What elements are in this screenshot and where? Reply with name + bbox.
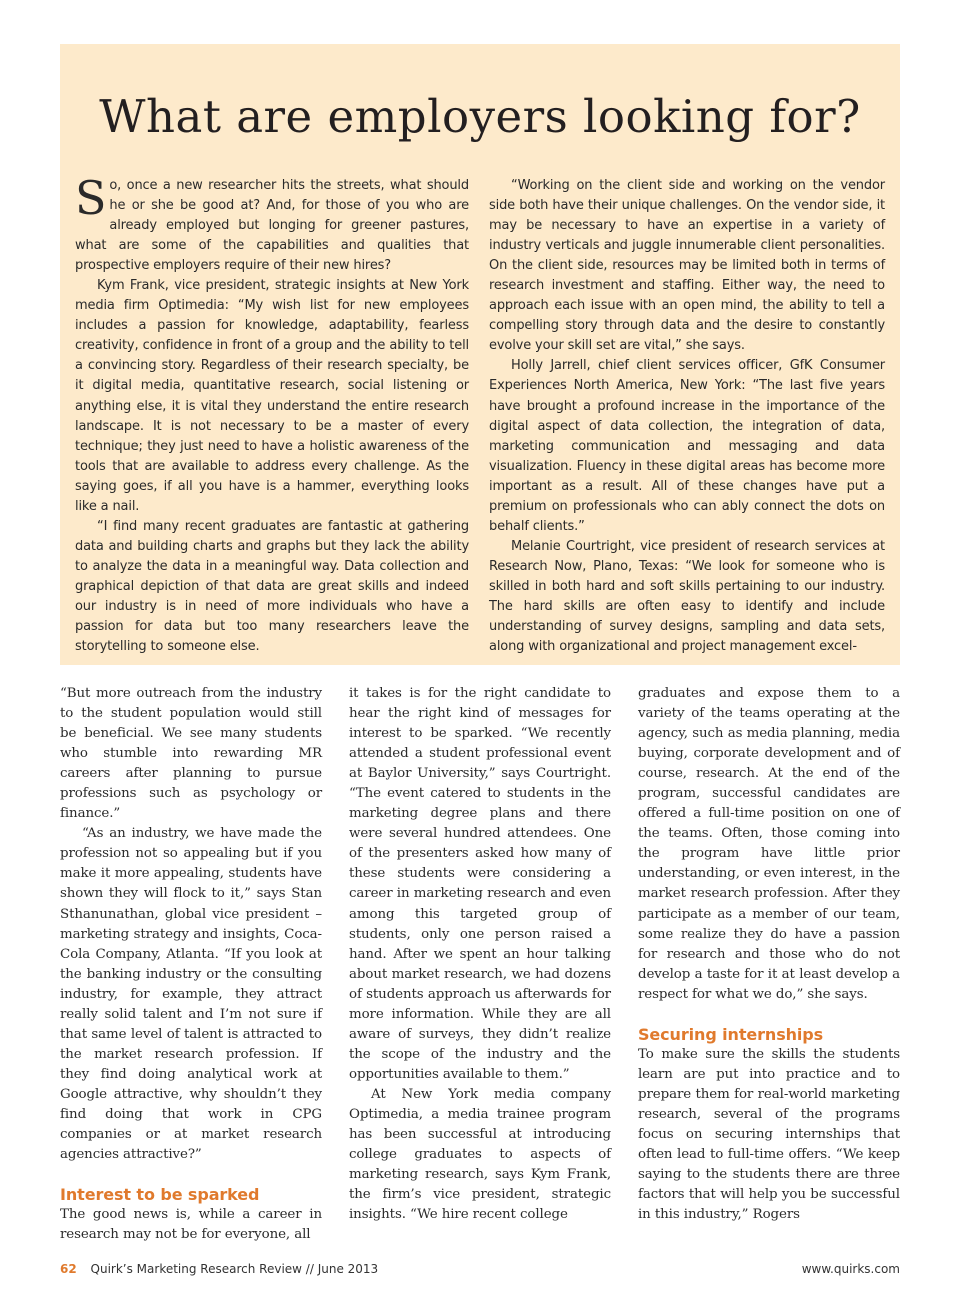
- article-paragraph: At New York media company Optimedia, a media trainee program has been successful at introducing college graduates to aspects of marketing research, says Kym Frank, the firm’s vice president, strategic insights. “We hire recent college: [349, 1086, 611, 1223]
- publication-name: Quirk’s Marketing Research Review // June 2013: [90, 1262, 379, 1276]
- subhead-interest-to-be-sparked: Interest to be sparked: [60, 1185, 260, 1205]
- article-column-2: [349, 684, 611, 1225]
- sidebar-paragraph: “I find many recent graduates are fantastic at gathering data and building charts and graphs but they lack the ability to analyze the data in a meaningful way. Data collection and graphical depiction of that data are great skills and indeed our industry is in need of more individuals who have a passion for data but too many researchers leave the storytelling to someone else.: [75, 518, 469, 655]
- sidebar-paragraph: [75, 171, 469, 276]
- sidebar-right-column: [489, 176, 885, 657]
- article-column-1: [60, 684, 322, 1245]
- footer-left: [60, 1262, 378, 1276]
- sidebar-paragraph: Kym Frank, vice president, strategic insights at New York media firm Optimedia: “My wish list for new employees includes a passion for knowledge, adaptability, fearless creativity, confidence in front of a group and the ability to tell a convincing story. Regardless of their research specialty, be it digital media, quantitative research, social listening or anything else, it is vital they understand the entire research landscape. It is not necessary to be a master of every technique; they just need to have a holistic awareness of the tools that are available to address every challenge. As the saying goes, if all you have is a hammer, everything looks like a nail.: [75, 278, 469, 514]
- sidebar-left-column: [75, 171, 469, 657]
- sidebar-paragraph: Holly Jarrell, chief client services officer, GfK Consumer Experiences North America, New York: “The last five years have brought a profound increase in the importance of the digital aspect of data collection, the integration of data, marketing communication and messaging and data visualization. Fluency in these digital areas has become more important as a result. All of these changes have put a premium on professionals who can ably connect the dots on behalf clients.”: [489, 358, 885, 534]
- article-paragraph: “As an industry, we have made the profession not so appealing but if you make it more appealing, students have shown they will flock to it,” says Stan Sthanunathan, global vice president – marketing strategy and insights, Coca-Cola Company, Atlanta. “If you look at the banking industry or the consulting industry, for example, they attract really solid talent and I’m not sure if that same level of talent is attracted to the market research profession. If they find doing analytical work at Google attractive, why shouldn’t they find doing that work in CPG companies or at market research agencies attractive?”: [60, 826, 322, 1163]
- website-url[interactable]: www.quirks.com: [801, 1262, 900, 1276]
- subhead-securing-internships: Securing internships: [638, 1024, 824, 1044]
- article-paragraph: To make sure the skills the students learn are put into practice and to prepare them for real-world marketing research, several of the programs focus on securing internships that often lead to full-time offers. “We keep saying to the students there are three factors that will help you be successful in this industry,” Rogers: [638, 1046, 900, 1223]
- sidebar-title: What are employers looking for?: [99, 90, 861, 143]
- article-paragraph: graduates and expose them to a variety of the teams operating at the agency, such as media planning, media buying, corporate development and of course, research. At the end of the program, successful candidates are offered a full-time position on one of the teams. Often, those coming into the program have little prior understanding, or even interest, in the market research profession. After they participate as a member of our team, some realize they do have a passion for research and those who do not develop a taste for it at least develop a respect for what we do,” she says.: [638, 686, 900, 1002]
- page-footer: [60, 1260, 900, 1280]
- sidebar-paragraph-text: o, once a new researcher hits the streets, what should he or she be good at? And, for those of you who are already employed but longing for greener pastures, what are some of the capabilities and qualities that prospective employers require of their new hires?: [75, 178, 469, 274]
- page-number: 62: [60, 1262, 77, 1276]
- article-paragraph: it takes is for the right candidate to hear the right kind of messages for interest to be sparked. “We recently attended a student professional event at Baylor University,” says Courtright. “The event catered to students in the marketing degree plans and there were several hundred attendees. One of the presenters asked how many of these students were considering a career in marketing research and even among this targeted group of students, only one person raised a hand. After we spent an hour talking about market research, we had dozens of students approach us afterwards for more information. While they are all aware of surveys, they didn’t realize the scope of the industry and the opportunities available to them.”: [349, 686, 611, 1082]
- drop-cap: S: [75, 171, 107, 225]
- article-column-3: [638, 684, 900, 1225]
- sidebar-paragraph: “Working on the client side and working on the vendor side both have their unique challenges. On the vendor side, it may be necessary to have an expertise in a variety of industry verticals and juggle innumerable client personalities. On the client side, resources may be limited both in terms of research investment and staffing. Either way, the need to approach each issue with an open mind, the ability to tell a compelling story through data and the desire to constantly evolve your skill set are vital,” she says.: [489, 178, 885, 354]
- article-paragraph: The good news is, while a career in research may not be for everyone, all: [60, 1207, 322, 1243]
- article-paragraph: “But more outreach from the industry to the student population would still be beneficial. We see many students who stumble into rewarding MR careers after planning to pursue professions such as psychology or finance.”: [60, 686, 322, 822]
- sidebar-paragraph: Melanie Courtright, vice president of research services at Research Now, Plano, Texas: “We look for someone who is skilled in both hard and soft skills pertaining to our industry. The hard skills are often easy to identify and include understanding of survey designs, sampling and data sets, along with organizational and project management excel-: [489, 538, 885, 655]
